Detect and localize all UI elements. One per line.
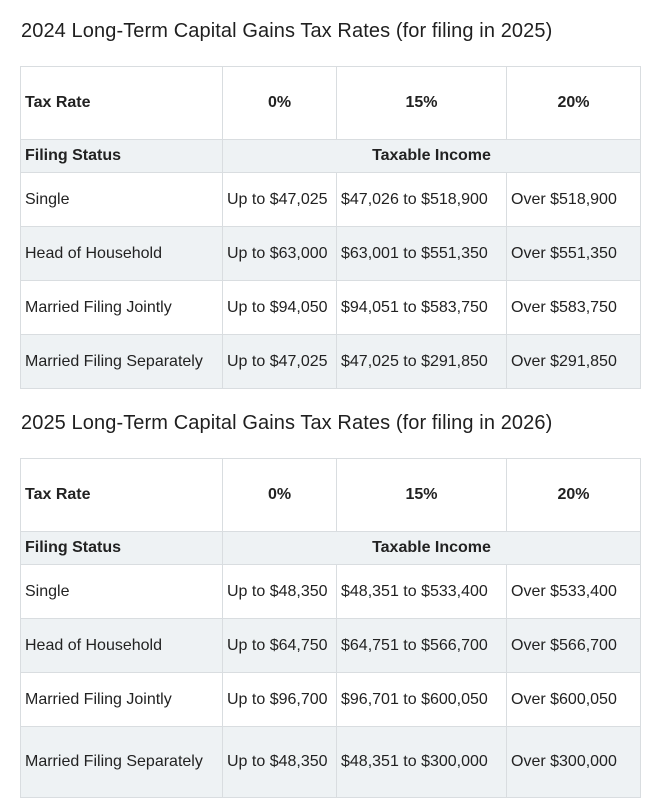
rate-20-cell: Over $300,000 bbox=[507, 727, 641, 798]
filing-status-cell: Single bbox=[21, 173, 223, 227]
rate-15-cell: $96,701 to $600,050 bbox=[337, 673, 507, 727]
subheader-filing-status: Filing Status bbox=[21, 140, 223, 173]
rate-0-cell: Up to $63,000 bbox=[223, 227, 337, 281]
table-row bbox=[21, 673, 641, 727]
table-row bbox=[21, 565, 641, 619]
rate-15-cell: $64,751 to $566,700 bbox=[337, 619, 507, 673]
rate-15-cell: $47,025 to $291,850 bbox=[337, 335, 507, 389]
table-row bbox=[21, 335, 641, 389]
table-row bbox=[21, 619, 641, 673]
rate-0-cell: Up to $47,025 bbox=[223, 173, 337, 227]
header-tax-rate: Tax Rate bbox=[21, 67, 223, 140]
subheader-filing-status: Filing Status bbox=[21, 532, 223, 565]
filing-status-cell: Single bbox=[21, 565, 223, 619]
header-rate-0: 0% bbox=[223, 459, 337, 532]
header-rate-15: 15% bbox=[337, 459, 507, 532]
subheader-taxable-income: Taxable Income bbox=[223, 140, 641, 173]
header-row bbox=[21, 67, 641, 140]
rate-15-cell: $47,026 to $518,900 bbox=[337, 173, 507, 227]
rate-15-cell: $63,001 to $551,350 bbox=[337, 227, 507, 281]
subheader-taxable-income: Taxable Income bbox=[223, 532, 641, 565]
header-rate-20: 20% bbox=[507, 67, 641, 140]
filing-status-cell: Head of Household bbox=[21, 227, 223, 281]
table-row bbox=[21, 281, 641, 335]
filing-status-cell: Married Filing Jointly bbox=[21, 673, 223, 727]
subheader-row bbox=[21, 532, 641, 565]
rate-20-cell: Over $291,850 bbox=[507, 335, 641, 389]
rate-15-cell: $48,351 to $533,400 bbox=[337, 565, 507, 619]
rate-0-cell: Up to $96,700 bbox=[223, 673, 337, 727]
header-row bbox=[21, 459, 641, 532]
header-rate-0: 0% bbox=[223, 67, 337, 140]
rate-20-cell: Over $566,700 bbox=[507, 619, 641, 673]
section-title-2024: 2024 Long-Term Capital Gains Tax Rates (for filing in 2025) bbox=[21, 20, 553, 42]
header-tax-rate: Tax Rate bbox=[21, 459, 223, 532]
header-rate-20: 20% bbox=[507, 459, 641, 532]
rate-20-cell: Over $518,900 bbox=[507, 173, 641, 227]
table-row bbox=[21, 727, 641, 798]
tax-rates-table-2024 bbox=[20, 66, 641, 389]
rate-20-cell: Over $583,750 bbox=[507, 281, 641, 335]
rate-0-cell: Up to $47,025 bbox=[223, 335, 337, 389]
filing-status-cell: Married Filing Separately bbox=[21, 335, 223, 389]
filing-status-cell: Head of Household bbox=[21, 619, 223, 673]
header-rate-15: 15% bbox=[337, 67, 507, 140]
table-row bbox=[21, 227, 641, 281]
rate-0-cell: Up to $48,350 bbox=[223, 727, 337, 798]
rate-15-cell: $48,351 to $300,000 bbox=[337, 727, 507, 798]
subheader-row bbox=[21, 140, 641, 173]
rate-0-cell: Up to $48,350 bbox=[223, 565, 337, 619]
rate-0-cell: Up to $94,050 bbox=[223, 281, 337, 335]
rate-20-cell: Over $551,350 bbox=[507, 227, 641, 281]
table-row bbox=[21, 173, 641, 227]
filing-status-cell: Married Filing Jointly bbox=[21, 281, 223, 335]
rate-15-cell: $94,051 to $583,750 bbox=[337, 281, 507, 335]
filing-status-cell: Married Filing Separately bbox=[21, 727, 223, 798]
rate-0-cell: Up to $64,750 bbox=[223, 619, 337, 673]
rate-20-cell: Over $533,400 bbox=[507, 565, 641, 619]
tax-rates-table-2025 bbox=[20, 458, 641, 798]
section-title-2025: 2025 Long-Term Capital Gains Tax Rates (for filing in 2026) bbox=[21, 412, 553, 434]
rate-20-cell: Over $600,050 bbox=[507, 673, 641, 727]
